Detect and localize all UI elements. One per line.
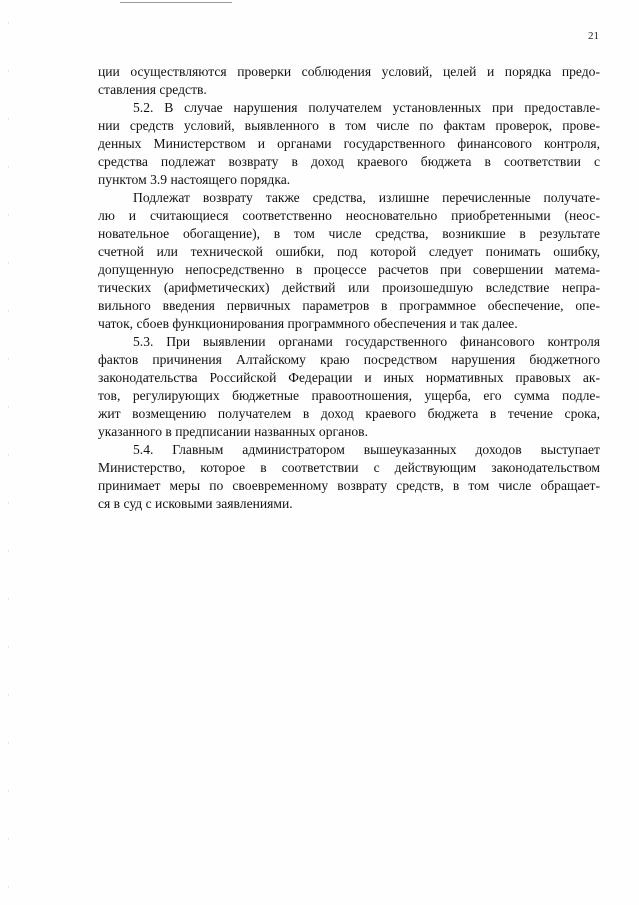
document-body (98, 63, 600, 513)
text-line: денных Министерством и органами государственного финансового контроля, (98, 136, 600, 151)
paragraph-5-3 (98, 333, 600, 441)
top-rule (120, 2, 232, 3)
text-line: допущенную непосредственно в процессе расчетов при совершении матема- (98, 262, 600, 277)
text-line: чаток, сбоев функционирования программного обеспечения и так далее. (98, 316, 518, 331)
paragraph-continuation (98, 63, 600, 99)
text-line: средства подлежат возврату в доход краевого бюджета в соответствии с (98, 154, 600, 169)
text-line: жит возмещению получателем в доход краевого бюджета в течение срока, (98, 406, 600, 421)
text-line: законодательства Российской Федерации и иных нормативных правовых ак- (98, 370, 600, 385)
page-number: 21 (588, 30, 599, 42)
paragraph-5-2 (98, 99, 600, 189)
text-line: 5.4. Главным администратором вышеуказанных доходов выступает (133, 442, 600, 457)
text-line: фактов причинения Алтайскому краю посредством нарушения бюджетного (98, 352, 600, 367)
text-line: ставления средств. (98, 82, 207, 97)
text-line: счетной или технической ошибки, под которой следует понимать ошибку, (98, 244, 600, 259)
paragraph-5-4 (98, 441, 600, 513)
text-line: 5.2. В случае нарушения получателем установленных при предоставле- (133, 100, 600, 115)
text-line: нии средств условий, выявленного в том числе по фактам проверок, прове- (98, 118, 600, 133)
text-line: тических (арифметических) действий или произошедшую вследствие непра- (98, 280, 600, 295)
text-line: принимает меры по своевременному возврату средств, в том числе обращает- (98, 478, 600, 493)
text-line: Министерство, которое в соответствии с действующим законодательством (98, 460, 600, 475)
scan-edge-artifact (8, 0, 9, 905)
text-line: новательное обогащение), в том числе средства, возникшие в результате (98, 226, 600, 241)
text-line: тов, регулирующих бюджетные правоотношения, ущерба, его сумма подле- (98, 388, 600, 403)
text-line: 5.3. При выявлении органами государственного финансового контроля (133, 334, 600, 349)
text-line: Подлежат возврату также средства, излишне перечисленные получате- (133, 190, 600, 205)
text-line: указанного в предписании названных органов. (98, 424, 368, 439)
text-line: ции осуществляются проверки соблюдения условий, целей и порядка предо- (98, 64, 600, 79)
text-line: лю и считающиеся соответственно неосновательно приобретенными (неос- (98, 208, 600, 223)
paragraph-refund-also (98, 189, 600, 333)
text-line: пунктом 3.9 настоящего порядка. (98, 172, 291, 187)
text-line: ся в суд с исковыми заявлениями. (98, 496, 293, 511)
text-line: вильного введения первичных параметров в программное обеспечение, опе- (98, 298, 600, 313)
